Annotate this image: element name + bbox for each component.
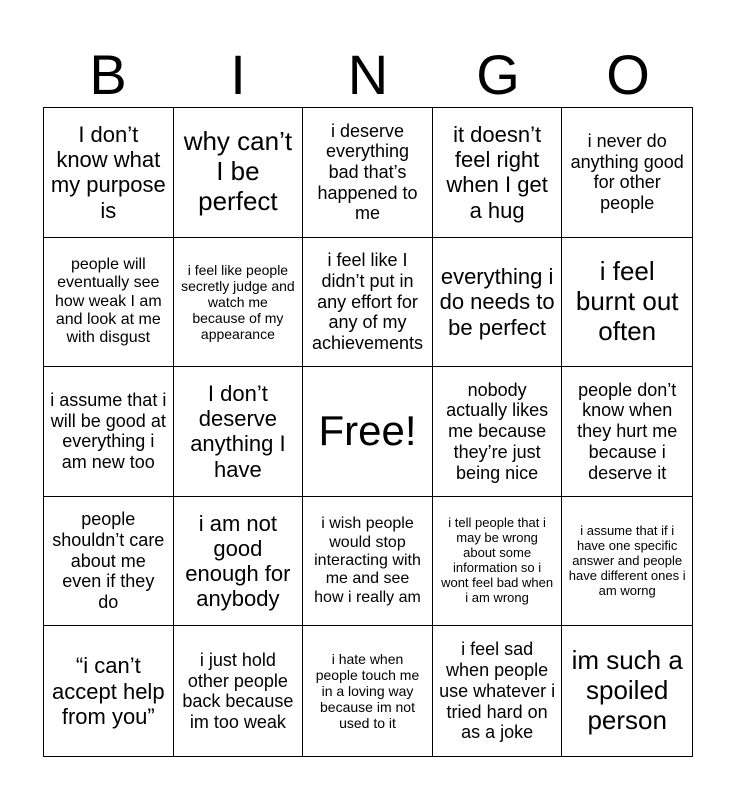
bingo-cell-r4c5[interactable]: i assume that if i have one specific answer and people have different ones i am worng xyxy=(562,497,692,627)
bingo-cell-r5c5[interactable]: im such a spoiled person xyxy=(571,645,683,736)
header-letter-o: O xyxy=(606,43,650,106)
bingo-cell-r3c2[interactable]: I don’t deserve anything I have xyxy=(174,367,304,497)
bingo-cell-r1c2[interactable]: why can’t I be perfect xyxy=(174,108,304,238)
bingo-cell-r3c4[interactable]: nobody actually likes me because they’re just being nice xyxy=(433,367,563,497)
bingo-cell-r5c4[interactable]: i feel sad when people use whatever i tried hard on as a joke xyxy=(433,626,563,756)
bingo-cell-r5c2[interactable]: i just hold other people back because im too weak xyxy=(174,626,304,756)
bingo-cell-r4c1[interactable]: people shouldn’t care about me even if they do xyxy=(44,497,174,627)
free-space[interactable]: Free! xyxy=(303,367,433,497)
bingo-cell-r5c1[interactable]: “i can’t accept help from you” xyxy=(44,626,174,756)
bingo-cell-r1c1[interactable]: I don’t know what my purpose is xyxy=(44,108,174,238)
bingo-cell-r2c3[interactable]: i feel like I didn’t put in any effort for any of my achievements xyxy=(303,238,433,368)
bingo-header xyxy=(43,44,693,106)
bingo-cell-r2c2[interactable]: i feel like people secretly judge and watch me because of my appearance xyxy=(174,238,304,368)
bingo-cell-r3c1[interactable]: i assume that i will be good at everything i am new too xyxy=(44,367,174,497)
header-letter-i: I xyxy=(230,43,246,106)
bingo-cell-r2c5[interactable]: i feel burnt out often xyxy=(562,238,692,368)
bingo-cell-r1c3[interactable]: i deserve everything bad that’s happened to me xyxy=(303,108,433,238)
bingo-cell-r2c4[interactable]: everything i do needs to be perfect xyxy=(433,238,563,368)
bingo-cell-r2c1[interactable]: people will eventually see how weak I am and look at me with disgust xyxy=(44,238,174,368)
header-letter-b: B xyxy=(89,43,127,106)
bingo-cell-r4c4[interactable]: i tell people that i may be wrong about some information so i wont feel bad when i am wrong xyxy=(433,497,563,627)
bingo-cell-r4c2[interactable]: i am not good enough for anybody xyxy=(174,497,304,627)
bingo-cell-r4c3[interactable]: i wish people would stop interacting with me and see how i really am xyxy=(303,497,433,627)
bingo-cell-r1c5[interactable]: i never do anything good for other people xyxy=(562,108,692,238)
bingo-cell-r5c3[interactable]: i hate when people touch me in a loving way because im not used to it xyxy=(303,626,433,756)
bingo-cell-r3c5[interactable]: people don’t know when they hurt me because i deserve it xyxy=(562,367,692,497)
header-letter-n: N xyxy=(347,43,389,106)
bingo-board xyxy=(43,107,693,757)
header-letter-g: G xyxy=(476,43,520,106)
bingo-cell-r1c4[interactable]: it doesn’t feel right when I get a hug xyxy=(433,108,563,238)
